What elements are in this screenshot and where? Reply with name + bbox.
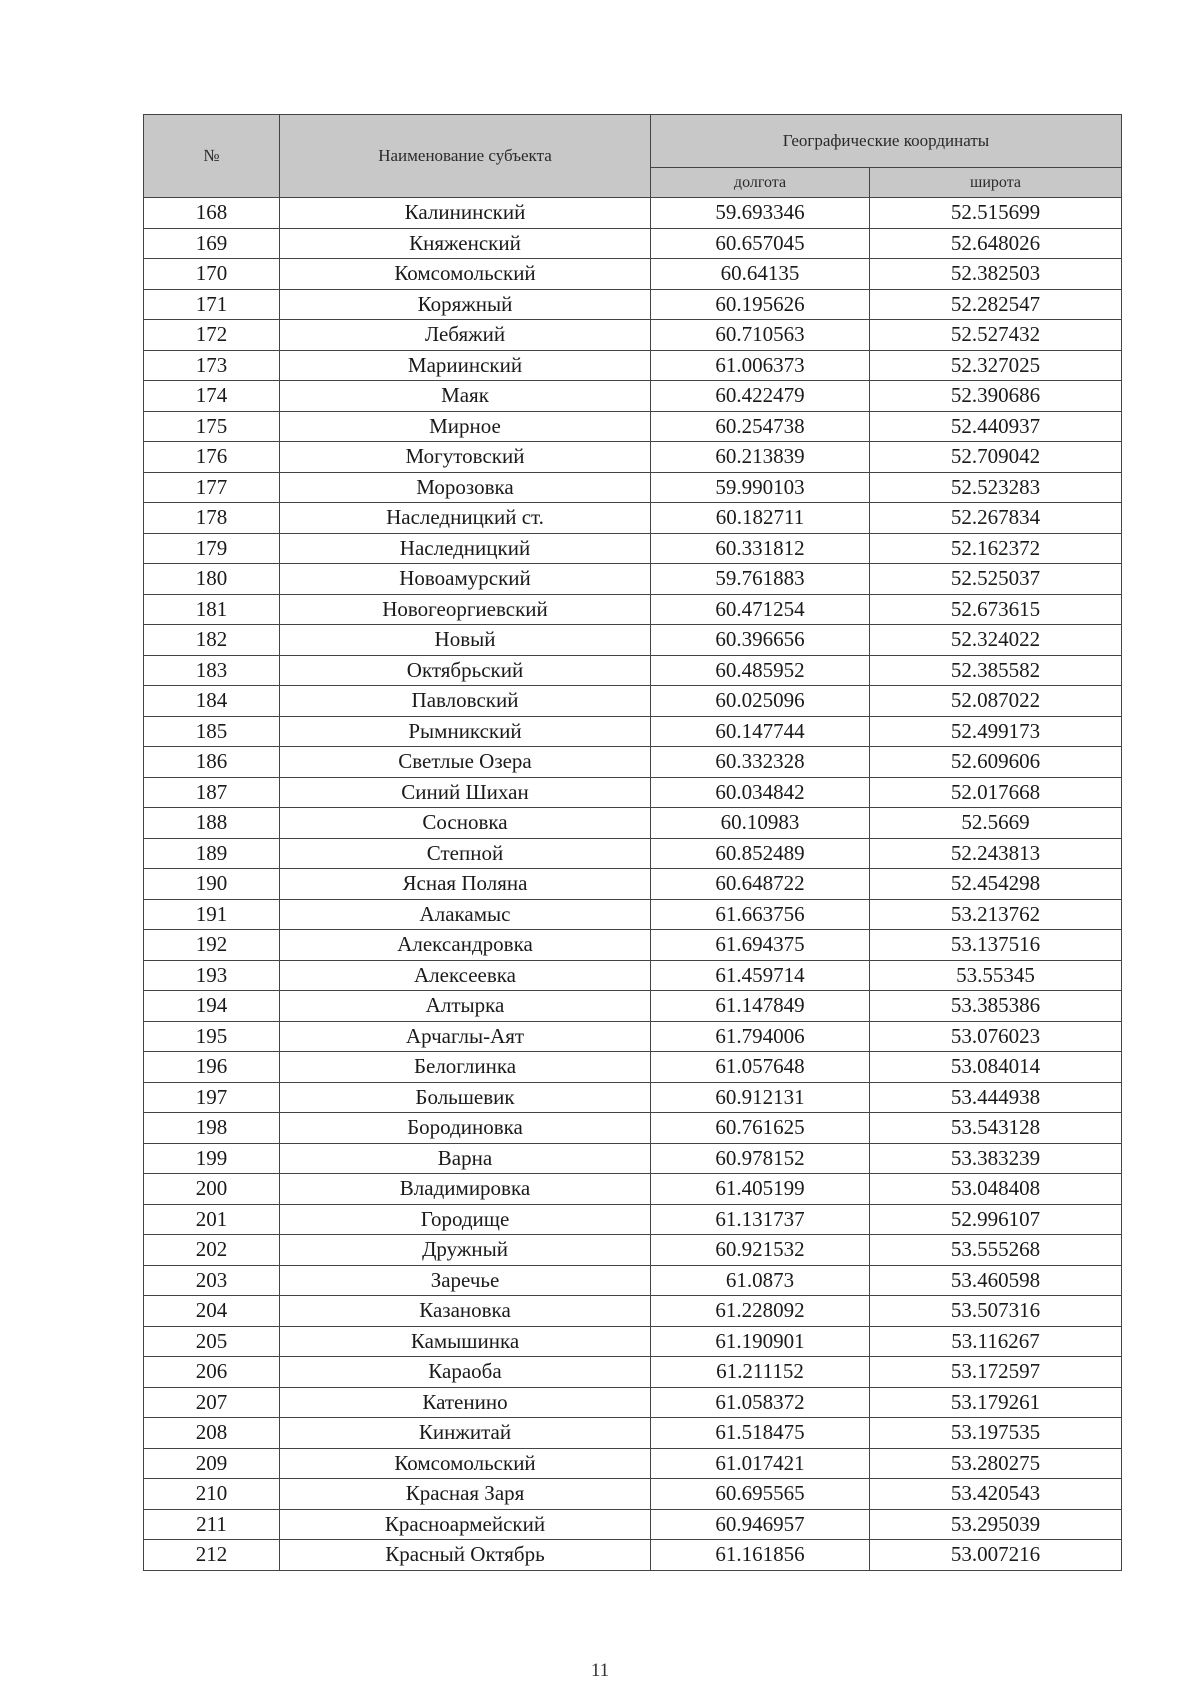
row-number-cell: 188 (144, 808, 280, 839)
header-subject-name: Наименование субъекта (280, 115, 651, 198)
latitude-cell: 52.162372 (870, 533, 1122, 564)
table-row (144, 1326, 1122, 1357)
latitude-cell: 52.324022 (870, 625, 1122, 656)
row-number-cell: 168 (144, 198, 280, 229)
table-row (144, 320, 1122, 351)
latitude-cell: 52.609606 (870, 747, 1122, 778)
longitude-cell: 60.422479 (651, 381, 870, 412)
row-number-cell: 174 (144, 381, 280, 412)
longitude-cell: 61.161856 (651, 1540, 870, 1571)
table-row (144, 1052, 1122, 1083)
table-row (144, 869, 1122, 900)
subject-name-cell: Наследницкий ст. (280, 503, 651, 534)
row-number-cell: 198 (144, 1113, 280, 1144)
row-number-cell: 180 (144, 564, 280, 595)
subject-name-cell: Большевик (280, 1082, 651, 1113)
longitude-cell: 60.10983 (651, 808, 870, 839)
longitude-cell: 60.657045 (651, 228, 870, 259)
header-geo-coordinates: Географические координаты (651, 115, 1122, 168)
subject-name-cell: Владимировка (280, 1174, 651, 1205)
longitude-cell: 60.471254 (651, 594, 870, 625)
latitude-cell: 53.55345 (870, 960, 1122, 991)
row-number-cell: 176 (144, 442, 280, 473)
subject-name-cell: Алексеевка (280, 960, 651, 991)
subject-name-cell: Лебяжий (280, 320, 651, 351)
table-row (144, 991, 1122, 1022)
latitude-cell: 53.172597 (870, 1357, 1122, 1388)
table-row (144, 1479, 1122, 1510)
subject-name-cell: Заречье (280, 1265, 651, 1296)
table-row (144, 747, 1122, 778)
latitude-cell: 53.460598 (870, 1265, 1122, 1296)
longitude-cell: 61.405199 (651, 1174, 870, 1205)
table-row (144, 1174, 1122, 1205)
longitude-cell: 60.852489 (651, 838, 870, 869)
table-row (144, 228, 1122, 259)
latitude-cell: 53.507316 (870, 1296, 1122, 1327)
subject-name-cell: Могутовский (280, 442, 651, 473)
table-row (144, 1021, 1122, 1052)
row-number-cell: 197 (144, 1082, 280, 1113)
latitude-cell: 53.197535 (870, 1418, 1122, 1449)
latitude-cell: 52.515699 (870, 198, 1122, 229)
table-row (144, 564, 1122, 595)
longitude-cell: 61.006373 (651, 350, 870, 381)
subject-name-cell: Комсомольский (280, 259, 651, 290)
row-number-cell: 175 (144, 411, 280, 442)
table-row (144, 930, 1122, 961)
latitude-cell: 53.084014 (870, 1052, 1122, 1083)
subject-name-cell: Красноармейский (280, 1509, 651, 1540)
table-row (144, 1235, 1122, 1266)
longitude-cell: 60.332328 (651, 747, 870, 778)
row-number-cell: 179 (144, 533, 280, 564)
subject-name-cell: Морозовка (280, 472, 651, 503)
table-row (144, 838, 1122, 869)
subject-name-cell: Камышинка (280, 1326, 651, 1357)
table-row (144, 472, 1122, 503)
subject-name-cell: Катенино (280, 1387, 651, 1418)
table-row (144, 1418, 1122, 1449)
subject-name-cell: Ясная Поляна (280, 869, 651, 900)
subject-name-cell: Новогеоргиевский (280, 594, 651, 625)
subject-name-cell: Октябрьский (280, 655, 651, 686)
subject-name-cell: Синий Шихан (280, 777, 651, 808)
row-number-cell: 171 (144, 289, 280, 320)
longitude-cell: 60.396656 (651, 625, 870, 656)
longitude-cell: 60.761625 (651, 1113, 870, 1144)
latitude-cell: 52.709042 (870, 442, 1122, 473)
longitude-cell: 60.64135 (651, 259, 870, 290)
row-number-cell: 201 (144, 1204, 280, 1235)
longitude-cell: 60.921532 (651, 1235, 870, 1266)
row-number-cell: 200 (144, 1174, 280, 1205)
table-row (144, 1296, 1122, 1327)
latitude-cell: 52.327025 (870, 350, 1122, 381)
table-row (144, 1082, 1122, 1113)
row-number-cell: 185 (144, 716, 280, 747)
latitude-cell: 53.295039 (870, 1509, 1122, 1540)
longitude-cell: 60.147744 (651, 716, 870, 747)
subject-name-cell: Городище (280, 1204, 651, 1235)
table-row (144, 655, 1122, 686)
table-header (144, 115, 1122, 198)
table-row (144, 1265, 1122, 1296)
header-latitude: широта (870, 168, 1122, 198)
table-row (144, 381, 1122, 412)
table-row (144, 259, 1122, 290)
subject-name-cell: Александровка (280, 930, 651, 961)
latitude-cell: 52.440937 (870, 411, 1122, 442)
latitude-cell: 53.007216 (870, 1540, 1122, 1571)
longitude-cell: 60.710563 (651, 320, 870, 351)
longitude-cell: 61.794006 (651, 1021, 870, 1052)
longitude-cell: 60.946957 (651, 1509, 870, 1540)
latitude-cell: 52.648026 (870, 228, 1122, 259)
coordinates-table (143, 114, 1122, 1571)
row-number-cell: 184 (144, 686, 280, 717)
row-number-cell: 191 (144, 899, 280, 930)
table-row (144, 1113, 1122, 1144)
table-row (144, 289, 1122, 320)
latitude-cell: 53.444938 (870, 1082, 1122, 1113)
row-number-cell: 204 (144, 1296, 280, 1327)
row-number-cell: 181 (144, 594, 280, 625)
table-row (144, 777, 1122, 808)
longitude-cell: 60.485952 (651, 655, 870, 686)
table-row (144, 503, 1122, 534)
row-number-cell: 170 (144, 259, 280, 290)
row-number-cell: 169 (144, 228, 280, 259)
row-number-cell: 187 (144, 777, 280, 808)
row-number-cell: 186 (144, 747, 280, 778)
latitude-cell: 52.087022 (870, 686, 1122, 717)
table-row (144, 1540, 1122, 1571)
longitude-cell: 61.190901 (651, 1326, 870, 1357)
longitude-cell: 61.459714 (651, 960, 870, 991)
longitude-cell: 61.058372 (651, 1387, 870, 1418)
latitude-cell: 53.543128 (870, 1113, 1122, 1144)
latitude-cell: 53.048408 (870, 1174, 1122, 1205)
table-row (144, 808, 1122, 839)
row-number-cell: 206 (144, 1357, 280, 1388)
latitude-cell: 52.527432 (870, 320, 1122, 351)
table-row (144, 960, 1122, 991)
row-number-cell: 211 (144, 1509, 280, 1540)
row-number-cell: 203 (144, 1265, 280, 1296)
subject-name-cell: Светлые Озера (280, 747, 651, 778)
subject-name-cell: Княженский (280, 228, 651, 259)
longitude-cell: 61.0873 (651, 1265, 870, 1296)
table-row (144, 1509, 1122, 1540)
table-row (144, 1143, 1122, 1174)
row-number-cell: 195 (144, 1021, 280, 1052)
table-row (144, 411, 1122, 442)
latitude-cell: 53.179261 (870, 1387, 1122, 1418)
subject-name-cell: Казановка (280, 1296, 651, 1327)
page-number: 11 (590, 1660, 610, 1681)
header-longitude: долгота (651, 168, 870, 198)
table-row (144, 533, 1122, 564)
subject-name-cell: Коряжный (280, 289, 651, 320)
latitude-cell: 52.525037 (870, 564, 1122, 595)
latitude-cell: 53.383239 (870, 1143, 1122, 1174)
row-number-cell: 182 (144, 625, 280, 656)
latitude-cell: 52.673615 (870, 594, 1122, 625)
table-row (144, 899, 1122, 930)
latitude-cell: 52.267834 (870, 503, 1122, 534)
longitude-cell: 61.518475 (651, 1418, 870, 1449)
table-row (144, 1357, 1122, 1388)
latitude-cell: 52.523283 (870, 472, 1122, 503)
row-number-cell: 173 (144, 350, 280, 381)
longitude-cell: 61.057648 (651, 1052, 870, 1083)
row-number-cell: 199 (144, 1143, 280, 1174)
subject-name-cell: Сосновка (280, 808, 651, 839)
latitude-cell: 52.282547 (870, 289, 1122, 320)
row-number-cell: 190 (144, 869, 280, 900)
latitude-cell: 52.385582 (870, 655, 1122, 686)
row-number-cell: 189 (144, 838, 280, 869)
row-number-cell: 207 (144, 1387, 280, 1418)
row-number-cell: 183 (144, 655, 280, 686)
subject-name-cell: Рымникский (280, 716, 651, 747)
latitude-cell: 52.390686 (870, 381, 1122, 412)
latitude-cell: 52.382503 (870, 259, 1122, 290)
longitude-cell: 60.254738 (651, 411, 870, 442)
subject-name-cell: Павловский (280, 686, 651, 717)
subject-name-cell: Алакамыс (280, 899, 651, 930)
longitude-cell: 61.147849 (651, 991, 870, 1022)
row-number-cell: 178 (144, 503, 280, 534)
longitude-cell: 60.195626 (651, 289, 870, 320)
row-number-cell: 193 (144, 960, 280, 991)
longitude-cell: 59.693346 (651, 198, 870, 229)
latitude-cell: 53.555268 (870, 1235, 1122, 1266)
latitude-cell: 52.499173 (870, 716, 1122, 747)
longitude-cell: 61.211152 (651, 1357, 870, 1388)
longitude-cell: 60.182711 (651, 503, 870, 534)
longitude-cell: 60.695565 (651, 1479, 870, 1510)
table-row (144, 198, 1122, 229)
longitude-cell: 60.978152 (651, 1143, 870, 1174)
latitude-cell: 52.017668 (870, 777, 1122, 808)
subject-name-cell: Маяк (280, 381, 651, 412)
header-number: № (144, 115, 280, 198)
subject-name-cell: Алтырка (280, 991, 651, 1022)
longitude-cell: 59.990103 (651, 472, 870, 503)
longitude-cell: 60.648722 (651, 869, 870, 900)
longitude-cell: 61.228092 (651, 1296, 870, 1327)
longitude-cell: 60.034842 (651, 777, 870, 808)
subject-name-cell: Новый (280, 625, 651, 656)
row-number-cell: 212 (144, 1540, 280, 1571)
table-body (144, 198, 1122, 1571)
longitude-cell: 61.663756 (651, 899, 870, 930)
table-row (144, 686, 1122, 717)
table-row (144, 442, 1122, 473)
longitude-cell: 60.331812 (651, 533, 870, 564)
subject-name-cell: Степной (280, 838, 651, 869)
subject-name-cell: Дружный (280, 1235, 651, 1266)
table-row (144, 716, 1122, 747)
latitude-cell: 52.454298 (870, 869, 1122, 900)
subject-name-cell: Бородиновка (280, 1113, 651, 1144)
latitude-cell: 53.213762 (870, 899, 1122, 930)
table-row (144, 1204, 1122, 1235)
row-number-cell: 196 (144, 1052, 280, 1083)
row-number-cell: 172 (144, 320, 280, 351)
table-row (144, 625, 1122, 656)
latitude-cell: 52.243813 (870, 838, 1122, 869)
subject-name-cell: Мариинский (280, 350, 651, 381)
subject-name-cell: Варна (280, 1143, 651, 1174)
longitude-cell: 61.131737 (651, 1204, 870, 1235)
row-number-cell: 177 (144, 472, 280, 503)
subject-name-cell: Калининский (280, 198, 651, 229)
table-row (144, 1387, 1122, 1418)
longitude-cell: 60.025096 (651, 686, 870, 717)
row-number-cell: 209 (144, 1448, 280, 1479)
longitude-cell: 59.761883 (651, 564, 870, 595)
longitude-cell: 61.017421 (651, 1448, 870, 1479)
latitude-cell: 53.116267 (870, 1326, 1122, 1357)
longitude-cell: 61.694375 (651, 930, 870, 961)
table-row (144, 594, 1122, 625)
subject-name-cell: Новоамурский (280, 564, 651, 595)
row-number-cell: 205 (144, 1326, 280, 1357)
table-row (144, 350, 1122, 381)
longitude-cell: 60.912131 (651, 1082, 870, 1113)
latitude-cell: 53.137516 (870, 930, 1122, 961)
subject-name-cell: Красная Заря (280, 1479, 651, 1510)
subject-name-cell: Караоба (280, 1357, 651, 1388)
subject-name-cell: Мирное (280, 411, 651, 442)
subject-name-cell: Красный Октябрь (280, 1540, 651, 1571)
row-number-cell: 208 (144, 1418, 280, 1449)
latitude-cell: 53.076023 (870, 1021, 1122, 1052)
latitude-cell: 53.420543 (870, 1479, 1122, 1510)
subject-name-cell: Комсомольский (280, 1448, 651, 1479)
subject-name-cell: Кинжитай (280, 1418, 651, 1449)
latitude-cell: 53.385386 (870, 991, 1122, 1022)
latitude-cell: 52.996107 (870, 1204, 1122, 1235)
subject-name-cell: Белоглинка (280, 1052, 651, 1083)
row-number-cell: 194 (144, 991, 280, 1022)
row-number-cell: 210 (144, 1479, 280, 1510)
row-number-cell: 192 (144, 930, 280, 961)
table-row (144, 1448, 1122, 1479)
longitude-cell: 60.213839 (651, 442, 870, 473)
row-number-cell: 202 (144, 1235, 280, 1266)
latitude-cell: 52.5669 (870, 808, 1122, 839)
subject-name-cell: Наследницкий (280, 533, 651, 564)
subject-name-cell: Арчаглы-Аят (280, 1021, 651, 1052)
latitude-cell: 53.280275 (870, 1448, 1122, 1479)
